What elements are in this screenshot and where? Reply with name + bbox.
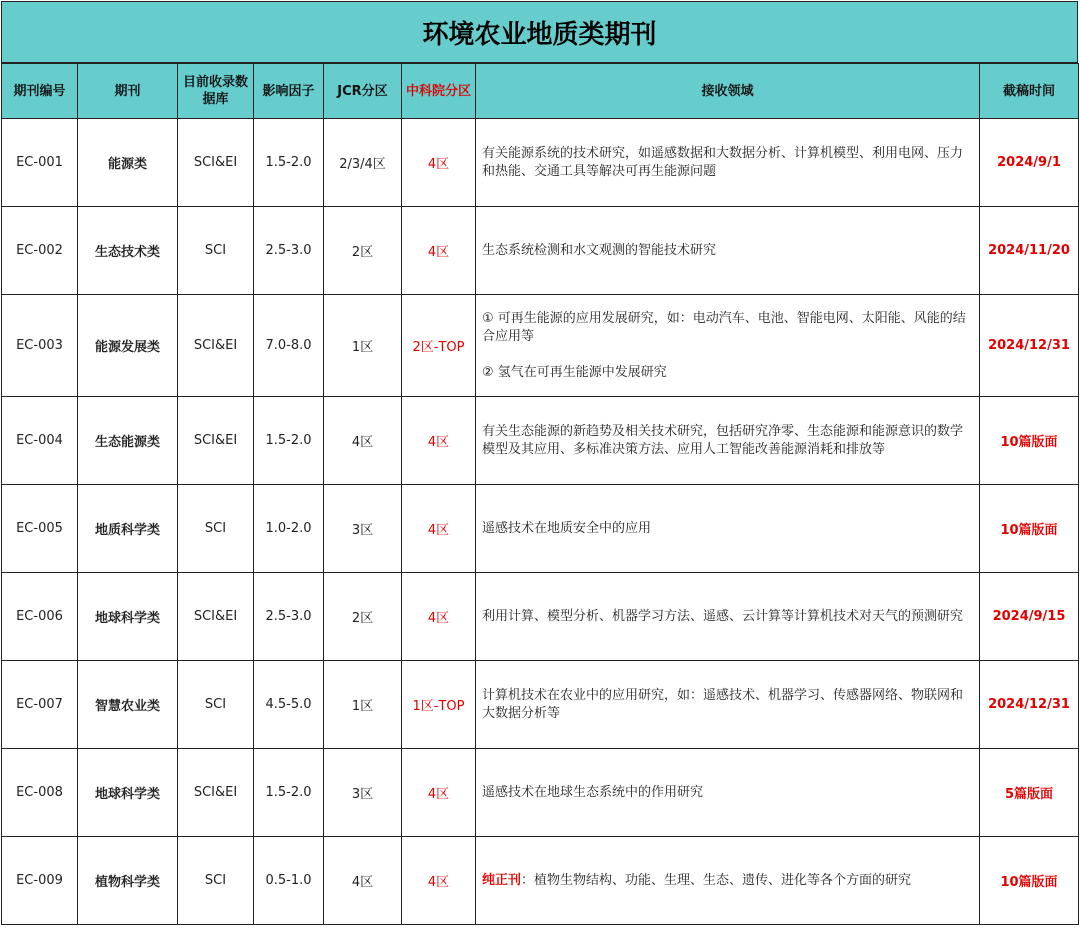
cell-jcr: 3区	[324, 749, 402, 837]
cell-impact: 7.0-8.0	[254, 295, 324, 397]
header-cas: 中科院分区	[402, 64, 476, 119]
scope-text	[482, 872, 973, 890]
header-deadline: 截稿时间	[980, 64, 1079, 119]
cell-database: SCI	[178, 837, 254, 925]
cell-cas: 4区	[402, 749, 476, 837]
scope-line-text: 遥感技术在地质安全中的应用	[482, 520, 652, 536]
scope-line-text: 有关生态能源的新趋势及相关技术研究，包括研究净零、生态能源和能源意识的数学模型及其应用、多标准决策方法、应用人工智能改善能源消耗和排放等	[482, 423, 964, 457]
journal-tag: 纯正刊	[482, 872, 522, 888]
cell-impact: 2.5-3.0	[254, 573, 324, 661]
cell-journal: 生态能源类	[78, 397, 178, 485]
cell-cas: 4区	[402, 573, 476, 661]
cell-deadline: 2024/11/20	[980, 207, 1079, 295]
cell-scope	[476, 295, 980, 397]
header-impact: 影响因子	[254, 64, 324, 119]
cell-id: EC-007	[2, 661, 78, 749]
cell-journal: 能源类	[78, 119, 178, 207]
cell-id: EC-001	[2, 119, 78, 207]
table-row	[2, 837, 1079, 925]
cell-deadline: 5篇版面	[980, 749, 1079, 837]
scope-line-text: ：植物生物结构、功能、生理、生态、遗传、进化等各个方面的研究	[521, 872, 912, 888]
cell-database: SCI&EI	[178, 295, 254, 397]
cell-journal: 植物科学类	[78, 837, 178, 925]
cell-scope	[476, 661, 980, 749]
cell-id: EC-005	[2, 485, 78, 573]
cell-deadline: 10篇版面	[980, 397, 1079, 485]
journal-table	[1, 63, 1079, 925]
scope-text	[482, 310, 973, 346]
scope-text	[482, 687, 973, 723]
cell-jcr: 4区	[324, 397, 402, 485]
scope-text	[482, 608, 973, 626]
cell-cas: 2区-TOP	[402, 295, 476, 397]
cell-jcr: 2区	[324, 207, 402, 295]
scope-line-text: 遥感技术在地球生态系统中的作用研究	[482, 784, 704, 800]
scope-text	[482, 423, 973, 459]
cell-cas: 1区-TOP	[402, 661, 476, 749]
scope-text	[482, 364, 973, 382]
cell-deadline: 2024/12/31	[980, 295, 1079, 397]
scope-line-text: ① 可再生能源的应用发展研究，如：电动汽车、电池、智能电网、太阳能、风能的结合应用等	[482, 310, 966, 344]
cell-cas: 4区	[402, 837, 476, 925]
cell-journal: 地质科学类	[78, 485, 178, 573]
cell-database: SCI&EI	[178, 749, 254, 837]
cell-deadline: 2024/9/1	[980, 119, 1079, 207]
table-body	[2, 119, 1079, 925]
scope-line-text: 计算机技术在农业中的应用研究，如：遥感技术、机器学习、传感器网络、物联网和大数据分析等	[482, 687, 964, 721]
cell-database: SCI&EI	[178, 573, 254, 661]
cell-impact: 4.5-5.0	[254, 661, 324, 749]
cell-id: EC-009	[2, 837, 78, 925]
cell-id: EC-008	[2, 749, 78, 837]
scope-line-text: 利用计算、模型分析、机器学习方法、遥感、云计算等计算机技术对天气的预测研究	[482, 608, 964, 624]
cell-journal: 地球科学类	[78, 573, 178, 661]
cell-database: SCI	[178, 661, 254, 749]
header-scope: 接收领域	[476, 64, 980, 119]
cell-cas: 4区	[402, 397, 476, 485]
cell-id: EC-002	[2, 207, 78, 295]
cell-id: EC-004	[2, 397, 78, 485]
cell-scope	[476, 397, 980, 485]
scope-text	[482, 145, 973, 181]
cell-scope	[476, 573, 980, 661]
cell-database: SCI&EI	[178, 397, 254, 485]
cell-deadline: 10篇版面	[980, 837, 1079, 925]
cell-impact: 1.5-2.0	[254, 397, 324, 485]
table-row	[2, 661, 1079, 749]
cell-jcr: 1区	[324, 295, 402, 397]
table-row	[2, 119, 1079, 207]
cell-jcr: 4区	[324, 837, 402, 925]
cell-database: SCI	[178, 485, 254, 573]
cell-id: EC-006	[2, 573, 78, 661]
cell-cas: 4区	[402, 485, 476, 573]
header-journal: 期刊	[78, 64, 178, 119]
table-row	[2, 485, 1079, 573]
cell-journal: 能源发展类	[78, 295, 178, 397]
cell-impact: 1.5-2.0	[254, 119, 324, 207]
scope-line-text: ② 氢气在可再生能源中发展研究	[482, 364, 667, 380]
table-row	[2, 749, 1079, 837]
cell-jcr: 3区	[324, 485, 402, 573]
page-title: 环境农业地质类期刊	[1, 1, 1078, 63]
cell-scope	[476, 837, 980, 925]
cell-deadline: 10篇版面	[980, 485, 1079, 573]
scope-text	[482, 784, 973, 802]
cell-cas: 4区	[402, 207, 476, 295]
cell-database: SCI&EI	[178, 119, 254, 207]
cell-journal: 智慧农业类	[78, 661, 178, 749]
cell-jcr: 2/3/4区	[324, 119, 402, 207]
table-row	[2, 573, 1079, 661]
cell-journal: 地球科学类	[78, 749, 178, 837]
cell-impact: 2.5-3.0	[254, 207, 324, 295]
cell-database: SCI	[178, 207, 254, 295]
cell-scope	[476, 485, 980, 573]
table-row	[2, 207, 1079, 295]
cell-cas: 4区	[402, 119, 476, 207]
scope-text	[482, 520, 973, 538]
header-jcr: JCR分区	[324, 64, 402, 119]
table-row	[2, 397, 1079, 485]
header-database: 目前收录数据库	[178, 64, 254, 119]
cell-scope	[476, 119, 980, 207]
cell-jcr: 1区	[324, 661, 402, 749]
scope-line-text: 生态系统检测和水文观测的智能技术研究	[482, 242, 717, 258]
cell-scope	[476, 207, 980, 295]
scope-text	[482, 242, 973, 260]
cell-journal: 生态技术类	[78, 207, 178, 295]
header-id: 期刊编号	[2, 64, 78, 119]
cell-deadline: 2024/12/31	[980, 661, 1079, 749]
scope-line-text: 有关能源系统的技术研究，如遥感数据和大数据分析、计算机模型、利用电网、压力和热能、交通工具等解决可再生能源问题	[482, 145, 964, 179]
header-row	[2, 64, 1079, 119]
cell-deadline: 2024/9/15	[980, 573, 1079, 661]
cell-scope	[476, 749, 980, 837]
cell-impact: 1.0-2.0	[254, 485, 324, 573]
table-row	[2, 295, 1079, 397]
cell-impact: 1.5-2.0	[254, 749, 324, 837]
cell-id: EC-003	[2, 295, 78, 397]
cell-impact: 0.5-1.0	[254, 837, 324, 925]
cell-jcr: 2区	[324, 573, 402, 661]
